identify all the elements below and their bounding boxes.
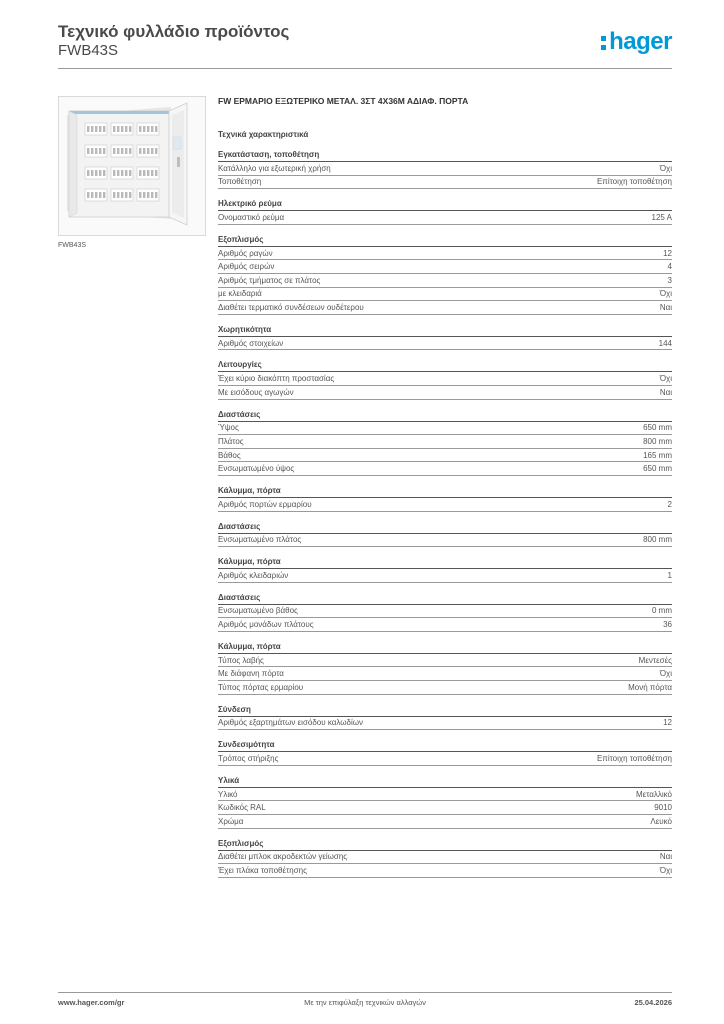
module-cutout bbox=[103, 170, 105, 176]
module-cutout bbox=[129, 126, 131, 132]
module-cutout bbox=[121, 126, 123, 132]
module-cutout bbox=[147, 170, 149, 176]
spec-group bbox=[218, 521, 672, 548]
module-cutout bbox=[91, 148, 93, 154]
spec-groups bbox=[218, 149, 672, 878]
spec-value: 0 mm bbox=[652, 606, 672, 616]
module-cutout bbox=[139, 192, 141, 198]
spec-group bbox=[218, 198, 672, 225]
spec-group bbox=[218, 234, 672, 315]
module-cutout bbox=[139, 170, 141, 176]
spec-group-title: Διαστάσεις bbox=[218, 521, 672, 534]
spec-value: 9010 bbox=[654, 803, 672, 813]
spec-label: Κωδικός RAL bbox=[218, 803, 266, 813]
spec-group bbox=[218, 324, 672, 351]
spec-group-title: Κάλυμμα, πόρτα bbox=[218, 556, 672, 569]
spec-group-title: Κάλυμμα, πόρτα bbox=[218, 641, 672, 654]
spec-label: Με διάφανη πόρτα bbox=[218, 669, 284, 679]
module-cutout bbox=[113, 192, 115, 198]
spec-label: Χρώμα bbox=[218, 816, 244, 826]
spec-value: Όχι bbox=[659, 289, 672, 299]
spec-row bbox=[218, 386, 672, 400]
spec-value: Μεντεσές bbox=[638, 655, 672, 665]
spec-value: Επίτοιχη τοποθέτηση bbox=[596, 177, 672, 187]
spec-row bbox=[218, 274, 672, 288]
spec-label: Υλικό bbox=[218, 789, 238, 799]
spec-row bbox=[218, 422, 672, 436]
module-cutout bbox=[125, 170, 127, 176]
module-cutout bbox=[117, 126, 119, 132]
spec-group-title: Χωρητικότητα bbox=[218, 324, 672, 337]
spec-group-title: Συνδεσιμότητα bbox=[218, 739, 672, 752]
module-cutout bbox=[139, 126, 141, 132]
spec-value: Επίτοιχη τοποθέτηση bbox=[596, 754, 672, 764]
module-cutout bbox=[121, 192, 123, 198]
spec-label: Αριθμός στοιχείων bbox=[218, 338, 284, 348]
spec-row bbox=[218, 337, 672, 351]
spec-row bbox=[218, 569, 672, 583]
spec-row bbox=[218, 605, 672, 619]
module-cutout bbox=[99, 192, 101, 198]
spec-row bbox=[218, 667, 672, 681]
spec-row bbox=[218, 288, 672, 302]
spec-label: Έχει κύριο διακόπτη προστασίας bbox=[218, 374, 335, 384]
module-cutout bbox=[151, 192, 153, 198]
module-cutout bbox=[143, 170, 145, 176]
spec-value: Λευκό bbox=[650, 816, 672, 826]
module-cutout bbox=[125, 126, 127, 132]
spec-row bbox=[218, 717, 672, 731]
spec-value: 144 bbox=[658, 338, 672, 348]
module-cutout bbox=[155, 126, 157, 132]
spec-label: Κατάλληλο για εξωτερική χρήση bbox=[218, 163, 331, 173]
header-divider bbox=[58, 68, 672, 69]
spec-group bbox=[218, 149, 672, 189]
module-cutout bbox=[143, 192, 145, 198]
spec-row bbox=[218, 211, 672, 225]
spec-label: Αριθμός τμήματος σε πλάτος bbox=[218, 275, 321, 285]
spec-row bbox=[218, 435, 672, 449]
spec-row bbox=[218, 372, 672, 386]
spec-group-title: Ηλεκτρικό ρεύμα bbox=[218, 198, 672, 211]
spec-value: 3 bbox=[667, 275, 672, 285]
module-cutout bbox=[113, 126, 115, 132]
module-cutout bbox=[147, 192, 149, 198]
module-cutout bbox=[103, 192, 105, 198]
spec-label: Αριθμός πορτών ερμαρίου bbox=[218, 499, 312, 509]
spec-row bbox=[218, 618, 672, 632]
module-cutout bbox=[151, 126, 153, 132]
spec-label: Τύπος πόρτας ερμαρίου bbox=[218, 682, 304, 692]
spec-row bbox=[218, 788, 672, 802]
spec-label: Διαθέτει τερματικό συνδέσεων ουδέτερου bbox=[218, 302, 364, 312]
spec-label: με κλειδαριά bbox=[218, 289, 262, 299]
logo-text: hager bbox=[609, 28, 672, 55]
website-link[interactable]: www.hager.com/gr bbox=[58, 998, 125, 1007]
spec-label: Αριθμός μονάδων πλάτους bbox=[218, 620, 314, 630]
module-cutout bbox=[155, 170, 157, 176]
module-cutout bbox=[117, 170, 119, 176]
spec-value: 800 mm bbox=[643, 436, 672, 446]
spec-group bbox=[218, 485, 672, 512]
spec-value: 36 bbox=[663, 620, 672, 630]
spec-group bbox=[218, 775, 672, 829]
module-cutout bbox=[129, 192, 131, 198]
spec-group bbox=[218, 704, 672, 731]
spec-value: 800 mm bbox=[643, 535, 672, 545]
module-cutout bbox=[87, 126, 89, 132]
spec-value: 4 bbox=[667, 262, 672, 272]
module-cutout bbox=[125, 148, 127, 154]
spec-row bbox=[218, 681, 672, 695]
module-cutout bbox=[87, 170, 89, 176]
module-cutout bbox=[91, 192, 93, 198]
spec-row bbox=[218, 462, 672, 476]
spec-row bbox=[218, 534, 672, 548]
module-cutout bbox=[117, 192, 119, 198]
spec-label: Με εισόδους αγωγών bbox=[218, 387, 294, 397]
spec-group-title: Λειτουργίες bbox=[218, 359, 672, 372]
spec-value: Ναι bbox=[659, 302, 672, 312]
module-cutout bbox=[95, 192, 97, 198]
spec-label: Βάθος bbox=[218, 450, 241, 460]
spec-label: Αριθμός ραγών bbox=[218, 248, 273, 258]
spec-group bbox=[218, 556, 672, 583]
spec-group-title: Διαστάσεις bbox=[218, 592, 672, 605]
module-cutout bbox=[147, 148, 149, 154]
spec-label: Ονομαστικό ρεύμα bbox=[218, 212, 285, 222]
spec-value: 12 bbox=[663, 248, 672, 258]
module-cutout bbox=[151, 170, 153, 176]
module-cutout bbox=[91, 126, 93, 132]
spec-value: 2 bbox=[667, 499, 672, 509]
spec-value: 650 mm bbox=[643, 464, 672, 474]
module-cutout bbox=[99, 170, 101, 176]
module-cutout bbox=[91, 170, 93, 176]
spec-group-title: Διαστάσεις bbox=[218, 409, 672, 422]
spec-row bbox=[218, 301, 672, 315]
logo-mark-icon bbox=[601, 35, 607, 51]
specs-title: Τεχνικά χαρακτηριστικά bbox=[218, 130, 309, 139]
module-cutout bbox=[103, 148, 105, 154]
spec-group-title: Κάλυμμα, πόρτα bbox=[218, 485, 672, 498]
module-cutout bbox=[155, 148, 157, 154]
spec-label: Ενσωματωμένο πλάτος bbox=[218, 535, 302, 545]
spec-value: Μεταλλικό bbox=[635, 789, 672, 799]
spec-row bbox=[218, 449, 672, 463]
module-cutout bbox=[95, 148, 97, 154]
product-code: FWB43S bbox=[58, 42, 119, 59]
spec-label: Αριθμός κλειδαριών bbox=[218, 570, 289, 580]
spec-label: Διαθέτει μπλοκ ακροδεκτών γείωσης bbox=[218, 852, 348, 862]
spec-row bbox=[218, 864, 672, 878]
spec-value: 125 A bbox=[651, 212, 672, 222]
spec-row bbox=[218, 247, 672, 261]
spec-group bbox=[218, 409, 672, 476]
spec-group bbox=[218, 641, 672, 695]
spec-group-title: Εξοπλισμός bbox=[218, 838, 672, 851]
spec-group-title: Εγκατάσταση, τοποθέτηση bbox=[218, 149, 672, 162]
spec-value: 165 mm bbox=[643, 450, 672, 460]
module-cutout bbox=[125, 192, 127, 198]
document-title: Τεχνικό φυλλάδιο προϊόντος bbox=[58, 22, 290, 41]
specifications-panel bbox=[218, 96, 672, 887]
spec-label: Ύψος bbox=[218, 423, 239, 433]
spec-group bbox=[218, 592, 672, 632]
spec-row bbox=[218, 801, 672, 815]
spec-group-title: Υλικά bbox=[218, 775, 672, 788]
module-cutout bbox=[121, 170, 123, 176]
spec-label: Ενσωματωμένο ύψος bbox=[218, 464, 295, 474]
spec-value: 12 bbox=[663, 718, 672, 728]
spec-row bbox=[218, 752, 672, 766]
spec-value: Όχι bbox=[659, 374, 672, 384]
spec-value: Όχι bbox=[659, 866, 672, 876]
spec-label: Αριθμός σειρών bbox=[218, 262, 275, 272]
spec-label: Πλάτος bbox=[218, 436, 244, 446]
spec-value: Όχι bbox=[659, 163, 672, 173]
module-cutout bbox=[129, 148, 131, 154]
module-cutout bbox=[87, 148, 89, 154]
product-name: FW ΕΡΜΑΡΙΟ ΕΞΩΤΕΡΙΚΟ ΜΕΤΑΛ. 3ΣΤ 4Χ36Μ ΑΔΙΑΦ. ΠΟΡΤΑ bbox=[218, 96, 469, 106]
spec-group bbox=[218, 359, 672, 399]
module-cutout bbox=[87, 192, 89, 198]
module-cutout bbox=[143, 148, 145, 154]
spec-row bbox=[218, 851, 672, 865]
spec-value: 650 mm bbox=[643, 423, 672, 433]
spec-row bbox=[218, 176, 672, 190]
spec-label: Τρόπος στήριξης bbox=[218, 754, 279, 764]
module-cutout bbox=[103, 126, 105, 132]
page-header bbox=[58, 22, 672, 68]
module-cutout bbox=[151, 148, 153, 154]
spec-row bbox=[218, 654, 672, 668]
module-cutout bbox=[121, 148, 123, 154]
module-cutout bbox=[139, 148, 141, 154]
hager-logo bbox=[601, 28, 672, 56]
module-cutout bbox=[99, 126, 101, 132]
spec-value: Μονή πόρτα bbox=[628, 682, 672, 692]
spec-group bbox=[218, 838, 672, 878]
module-cutout bbox=[117, 148, 119, 154]
spec-value: Ναι bbox=[659, 852, 672, 862]
image-caption: FWB43S bbox=[58, 242, 87, 249]
module-cutout bbox=[143, 126, 145, 132]
product-image bbox=[58, 96, 206, 236]
spec-row bbox=[218, 815, 672, 829]
footer-divider bbox=[58, 992, 672, 993]
spec-group-title: Εξοπλισμός bbox=[218, 234, 672, 247]
module-cutout bbox=[147, 126, 149, 132]
spec-row bbox=[218, 260, 672, 274]
spec-group-title: Σύνδεση bbox=[218, 704, 672, 717]
spec-label: Αριθμός εξαρτημάτων εισόδου καλωδίων bbox=[218, 718, 363, 728]
spec-label: Τύπος λαβής bbox=[218, 655, 264, 665]
module-cutout bbox=[99, 148, 101, 154]
spec-value: Όχι bbox=[659, 669, 672, 679]
module-cutout bbox=[129, 170, 131, 176]
module-cutout bbox=[155, 192, 157, 198]
module-cutout bbox=[95, 170, 97, 176]
module-cutout bbox=[95, 126, 97, 132]
disclaimer-note: Με την επιφύλαξη τεχνικών αλλαγών bbox=[304, 998, 426, 1007]
spec-row bbox=[218, 498, 672, 512]
spec-value: Ναι bbox=[659, 387, 672, 397]
spec-label: Τοποθέτηση bbox=[218, 177, 262, 187]
module-cutout bbox=[113, 148, 115, 154]
spec-row bbox=[218, 162, 672, 176]
spec-label: Ενσωματωμένο βάθος bbox=[218, 606, 298, 616]
spec-label: Έχει πλάκα τοποθέτησης bbox=[218, 866, 307, 876]
spec-value: 1 bbox=[667, 570, 672, 580]
document-date: 25.04.2026 bbox=[634, 998, 672, 1007]
spec-group bbox=[218, 739, 672, 766]
cabinet-illustration bbox=[59, 97, 205, 235]
module-cutout bbox=[113, 170, 115, 176]
